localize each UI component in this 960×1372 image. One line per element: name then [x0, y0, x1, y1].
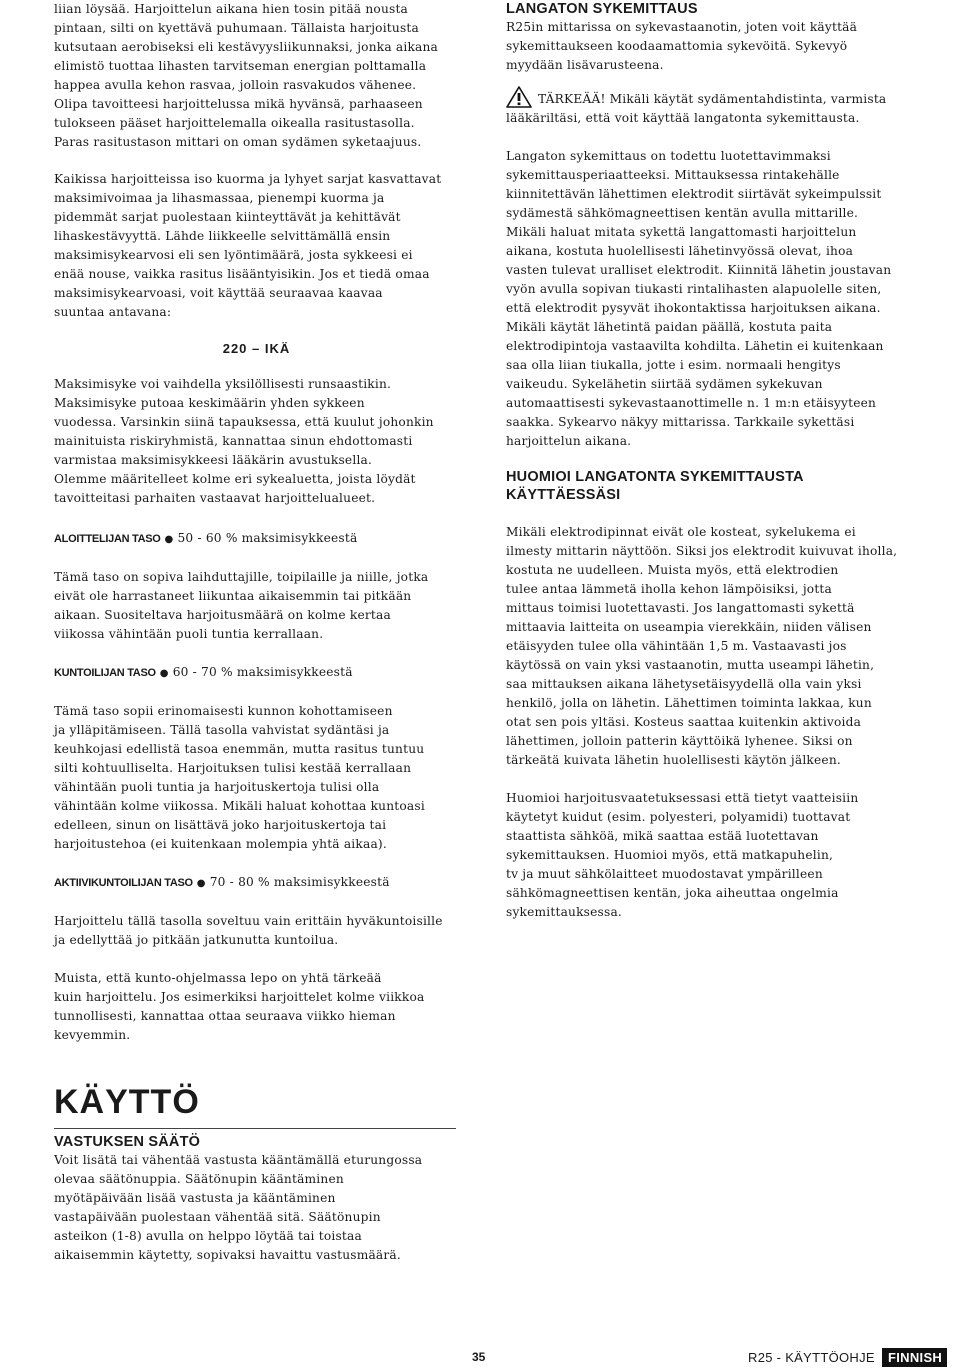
text-line: vyön avulla sopivan tiukasti rintalihasten alapuolelle siten, — [506, 282, 882, 296]
text-line: Tämä taso sopii erinomaisesti kunnon kohottamiseen — [54, 704, 393, 718]
text-line: sykemittauksen. Huomioi myös, että matkapuhelin, — [506, 848, 834, 862]
text-line: pidemmät sarjat puolestaan kiinteyttävät ja kehittävät — [54, 210, 401, 224]
title-divider — [54, 1128, 456, 1129]
text-line: henkilö, jolla on lähetin. Lähettimen toiminta lakkaa, kun — [506, 696, 872, 710]
bullet-icon: ● — [164, 534, 174, 545]
warning-paragraph — [506, 86, 906, 128]
text-line: sähkömagneettisen kentän, joka aiheuttaa ongelmia — [506, 886, 839, 900]
text-line: KÄYTTÄESSÄSI — [506, 487, 621, 503]
section-title-kaytto: KÄYTTÖ — [54, 1083, 200, 1121]
text-line: vasten tulevat uralliset elektrodit. Kiinnitä lähetin joustavan — [506, 263, 892, 277]
text-line: saa olla liian tiukalla, jotte i esim. normaali hengitys — [506, 358, 841, 372]
text-line: myydään lisävarusteena. — [506, 58, 664, 72]
text-line: harjoittelun aikana. — [506, 434, 632, 448]
text-line: varmistaa maksimisykkeesi lääkärin avustuksella. — [54, 453, 373, 467]
max-heart-rate-paragraph — [54, 375, 459, 508]
text-line: ja ylläpitämiseen. Tällä tasolla vahvistat sydäntäsi ja — [54, 723, 390, 737]
warning-text: TÄRKEÄÄ! Mikäli käytät sydämentahdistinta, varmista — [538, 92, 887, 106]
resistance-paragraph — [54, 1151, 459, 1265]
text-line: kevyemmin. — [54, 1028, 131, 1042]
text-line: Mikäli elektrodipinnat eivät ole kosteat, sykelukema ei — [506, 525, 856, 539]
left-column — [54, 0, 459, 1265]
text-line: vastapäivään puolestaan vähentää sitä. Säätönupin — [54, 1210, 381, 1224]
bullet-icon: ● — [159, 668, 169, 679]
note-paragraph — [506, 523, 906, 770]
text-line: sykemittausperiaatteeksi. Mittauksessa rintakehälle — [506, 168, 840, 182]
text-line: Maksimisyke putoaa keskimäärin yhden sykkeen — [54, 396, 365, 410]
level-beginner-paragraph — [54, 568, 459, 644]
document-name: R25 - KÄYTTÖOHJE — [748, 1350, 875, 1365]
text-line: aikana, kostuta huolellisesti lähetinvyössä olevat, ihoa — [506, 244, 854, 258]
text-line — [506, 86, 906, 109]
text-line: lääkäriltäsi, että voit käyttää langatonta sykemittausta. — [506, 111, 860, 125]
language-badge: FINNISH — [882, 1348, 947, 1367]
text-line: Mikäli käytät lähetintä paidan päällä, kostuta paita — [506, 320, 833, 334]
text-line: maksimisykearvoasi, voit käyttää seuraavaa kaavaa — [54, 286, 383, 300]
wireless-paragraph — [506, 18, 906, 75]
telemetry-paragraph — [506, 147, 906, 451]
warning-icon — [506, 86, 532, 108]
level-active-heading — [54, 873, 459, 893]
text-line: Muista, että kunto-ohjelmassa lepo on yhtä tärkeää — [54, 971, 382, 985]
text-line: tärkeätä kuivata lähetin huolellisesti käytön jälkeen. — [506, 753, 841, 767]
strength-paragraph — [54, 170, 459, 322]
text-line: suuntaa antavana: — [54, 305, 172, 319]
text-line: sydämestä sähkömagneettisen kentän avulla mittarille. — [506, 206, 859, 220]
text-line: saa mittauksen aikana lähetysetäisyydellä olla vain yksi — [506, 677, 862, 691]
text-line: vaikeudu. Sykelähetin siirtää sydämen sykekuvan — [506, 377, 823, 391]
text-line: happea avulla kehon rasvaa, jolloin rasvakudos vähenee. — [54, 78, 417, 92]
text-line: sykemittaukseen koodaamattomia sykevöitä. Sykevyö — [506, 39, 848, 53]
wireless-title: LANGATON SYKEMITTAUS — [506, 1, 698, 17]
text-line: tv ja muut sähkölaitteet muodostavat ympärilleen — [506, 867, 823, 881]
text-line: Olemme määritelleet kolme eri sykealuetta, joista löydät — [54, 472, 416, 486]
level-fitness-heading — [54, 663, 459, 683]
bullet-icon: ● — [196, 878, 206, 889]
text-line: lihaskestävyyttä. Lähde liikkeelle selvittämällä ensin — [54, 229, 391, 243]
text-line: maksimisykearvosi eli sen lyöntimäärä, josta sykkeesi ei — [54, 248, 413, 262]
rest-paragraph — [54, 969, 459, 1045]
level-fitness-paragraph — [54, 702, 459, 854]
text-line: edelleen, sinun on lisättävä joko harjoituskertoja tai — [54, 818, 387, 832]
text-line: maksimivoimaa ja lihasmassaa, pienempi kuorma ja — [54, 191, 385, 205]
text-line: silti kohtuulliselta. Harjoituksen tulisi kestää kerrallaan — [54, 761, 412, 775]
text-line: mainituista riskiryhmistä, kannattaa sinun ehdottomasti — [54, 434, 413, 448]
right-column — [506, 0, 906, 922]
text-line: tavoitteitasi parhaiten vastaavat harjoittelualueet. — [54, 491, 376, 505]
level-beginner-name: ALOITTELIJAN TASO — [54, 533, 161, 545]
text-line: harjoitustehoa (ei kuitenkaan molempia yhtä aikaa). — [54, 837, 387, 851]
text-line: vuodessa. Varsinkin siinä tapauksessa, että kuulut johonkin — [54, 415, 434, 429]
text-line: liian löysää. Harjoittelun aikana hien tosin pitää nousta — [54, 2, 409, 16]
text-line: Huomioi harjoitusvaatetuksessasi että tietyt vaatteisiin — [506, 791, 859, 805]
page-number: 35 — [472, 1350, 486, 1364]
level-fitness-range: 60 - 70 % maksimisykkeestä — [172, 665, 353, 679]
level-active-range: 70 - 80 % maksimisykkeestä — [209, 875, 390, 889]
text-line: mittaavia laitteita on useampia vierekkäin, niiden välisen — [506, 620, 872, 634]
text-line: aikaisemmin käytetty, sopivaksi havaittu vastusmäärä. — [54, 1248, 401, 1262]
text-line: ja edellyttää jo pitkään jatkunutta kuntoilua. — [54, 933, 339, 947]
level-active-name: AKTIIVIKUNTOILIJAN TASO — [54, 877, 193, 889]
text-line: tulee antaa lämmetä iholla kehon lämpöisiksi, jotta — [506, 582, 832, 596]
text-line: pintaan, silti on kyettävä puhumaan. Tällaista harjoitusta — [54, 21, 419, 35]
level-beginner-range: 50 - 60 % maksimisykkeestä — [177, 531, 358, 545]
text-line: asteikon (1-8) avulla on helppo löytää tai toistaa — [54, 1229, 362, 1243]
text-line: ilmesty mittarin näyttöön. Siksi jos elektrodit kuivuvat iholla, — [506, 544, 898, 558]
text-line: Paras rasitustason mittari on oman sydämen syketaajuus. — [54, 135, 422, 149]
text-line: tunnollisesti, kannattaa ottaa seuraava viikko hieman — [54, 1009, 396, 1023]
text-line: vähintään puoli tuntia ja harjoituskertoja tulisi olla — [54, 780, 380, 794]
note-title — [506, 468, 906, 504]
text-line: kostuta ne uudelleen. Muista myös, että elektrodien — [506, 563, 839, 577]
text-line: staattista sähköä, mikä saattaa estää luotettavan — [506, 829, 819, 843]
text-line: kiinnitettävän lähettimen elektrodit siirtävät sykeimpulssit — [506, 187, 882, 201]
text-line: saakka. Sykearvo näkyy mittarissa. Tarkkaile sykettäsi — [506, 415, 855, 429]
resistance-title: VASTUKSEN SÄÄTÖ — [54, 1134, 201, 1150]
text-line: otat sen pois yltäsi. Kosteus saattaa kuitenkin aktivoida — [506, 715, 862, 729]
text-line: Langaton sykemittaus on todettu luotettavimmaksi — [506, 149, 831, 163]
text-line: mittaus toimisi luotettavasti. Jos langattomasti sykettä — [506, 601, 855, 615]
text-line: HUOMIOI LANGATONTA SYKEMITTAUSTA — [506, 469, 804, 485]
text-line: sykemittauksessa. — [506, 905, 623, 919]
text-line: vähintään kolme viikossa. Mikäli haluat kohottaa kuntoasi — [54, 799, 425, 813]
warning-block — [506, 86, 906, 128]
text-line: myötäpäivään lisää vastusta ja kääntäminen — [54, 1191, 336, 1205]
text-line: tulokseen pääset harjoittelemalla oikealla rasitustasolla. — [54, 116, 415, 130]
text-line: etäisyyden tulee olla vähintään 1,5 m. Vastaavasti jos — [506, 639, 847, 653]
interference-paragraph — [506, 789, 906, 922]
text-line: käytetyt kuidut (esim. polyesteri, polyamidi) tuottavat — [506, 810, 851, 824]
text-line: että elektrodit pysyvät ihokontaktissa harjoituksen aikana. — [506, 301, 881, 315]
text-line: automaattisesti sykevastaanottimelle n. 1 m:n etäisyyteen — [506, 396, 877, 410]
text-line: R25in mittarissa on sykevastaanotin, joten voit käyttää — [506, 20, 858, 34]
level-beginner-heading — [54, 529, 459, 549]
max-heart-rate-formula: 220 – IKÄ — [222, 341, 291, 356]
text-line: keuhkojasi edellistä tasoa enemmän, mutta rasitus tuntuu — [54, 742, 425, 756]
text-line: eivät ole harrastaneet liikuntaa aikaisemmin tai pitkään — [54, 589, 412, 603]
text-line: olevaa säätönuppia. Säätönupin kääntäminen — [54, 1172, 344, 1186]
text-line: Mikäli haluat mitata sykettä langattomasti harjoittelun — [506, 225, 857, 239]
text-line: Tämä taso on sopiva laihduttajille, toipilaille ja niille, jotka — [54, 570, 429, 584]
level-active-paragraph — [54, 912, 459, 950]
text-line: Voit lisätä tai vähentää vastusta kääntämällä eturungossa — [54, 1153, 423, 1167]
text-line: kuin harjoittelu. Jos esimerkiksi harjoittelet kolme viikkoa — [54, 990, 425, 1004]
text-line: Maksimisyke voi vaihdella yksilöllisesti runsaastikin. — [54, 377, 392, 391]
page-footer — [0, 1348, 960, 1368]
level-fitness-name: KUNTOILIJAN TASO — [54, 667, 156, 679]
text-line: Kaikissa harjoitteissa iso kuorma ja lyhyet sarjat kasvattavat — [54, 172, 442, 186]
text-line: elektrodipintoja vastaavilta kohdilta. Lähetin ei kuitenkaan — [506, 339, 884, 353]
text-line: enää nouse, vaikka rasitus lisääntyisikin. Jos et tiedä omaa — [54, 267, 430, 281]
text-line: Olipa tavoitteesi harjoittelussa mikä hyvänsä, parhaaseen — [54, 97, 423, 111]
intro-paragraph — [54, 0, 459, 152]
text-line: elimistö tuottaa lihasten tarvitseman energian polttamalla — [54, 59, 427, 73]
text-line: Harjoittelu tällä tasolla soveltuu vain erittäin hyväkuntoisille — [54, 914, 443, 928]
text-line: lähettimen, jolloin patterin käyttöikä lyhenee. Siksi on — [506, 734, 853, 748]
text-line: käytössä on vain yksi vastaanotin, mutta useampi lähetin, — [506, 658, 875, 672]
text-line: aikaan. Suositeltava harjoitusmäärä on kolme kertaa — [54, 608, 391, 622]
text-line: viikossa vähintään puoli tuntia kerrallaan. — [54, 627, 324, 641]
text-line: kutsutaan aerobiseksi eli kestävyysliikunnaksi, jonka aikana — [54, 40, 439, 54]
